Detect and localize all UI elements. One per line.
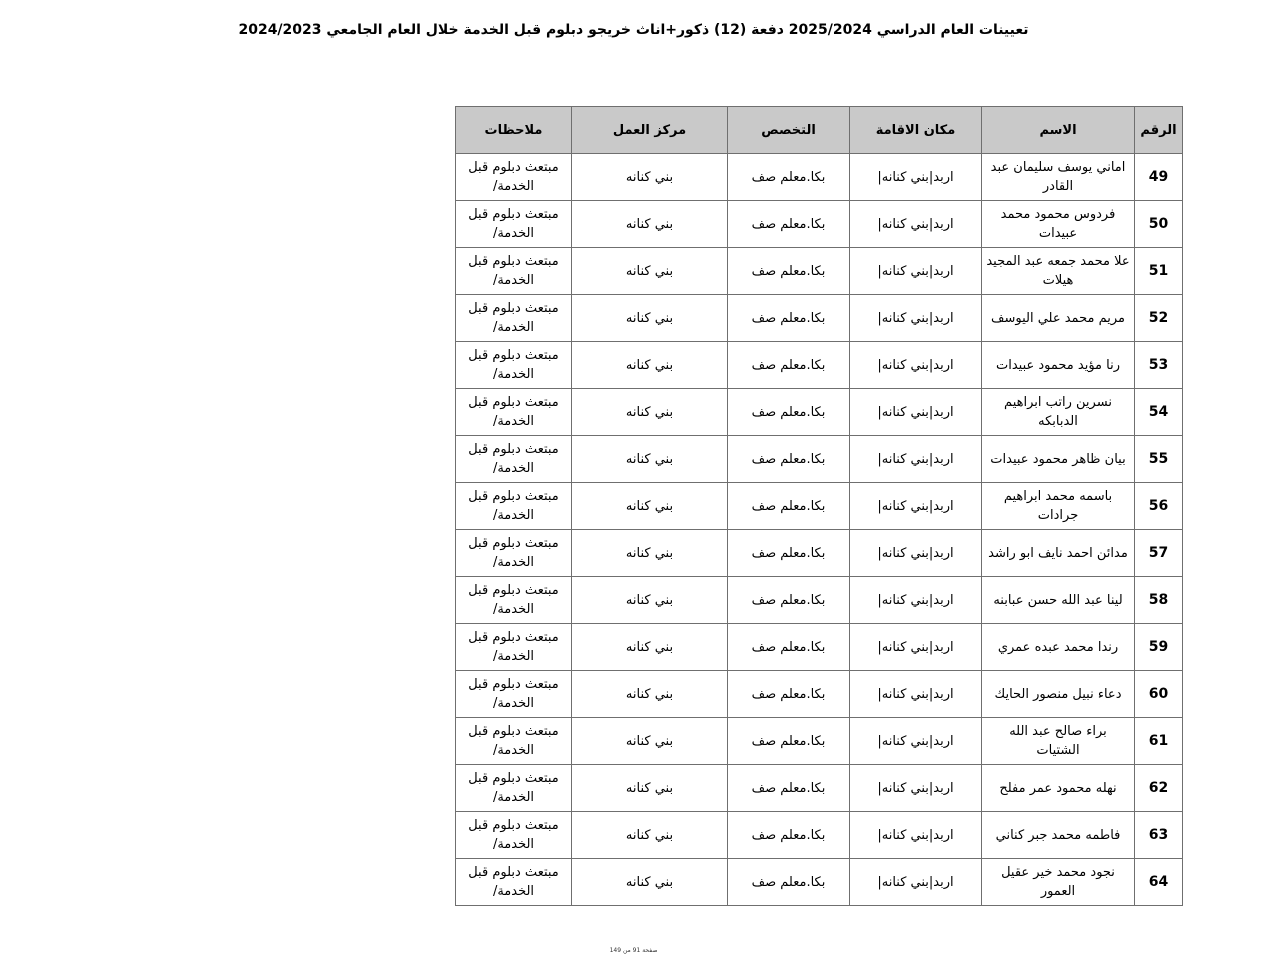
- cell-number: 64: [1135, 859, 1183, 906]
- table-body: [456, 154, 1183, 906]
- header-specialization: التخصص: [728, 107, 850, 154]
- cell-notes: مبتعث دبلوم قبل الخدمة/: [456, 201, 572, 248]
- cell-specialization: بكا.معلم صف: [728, 154, 850, 201]
- table-row: [456, 154, 1183, 201]
- document-title: تعيينات العام الدراسي 2025/2024 دفعة (12) ذكور+اناث خريجو دبلوم قبل الخدمة خلال العام الجامعي 2024/2023: [238, 22, 1029, 38]
- appointments-table-container: [455, 106, 1182, 906]
- cell-number: 58: [1135, 577, 1183, 624]
- cell-specialization: بكا.معلم صف: [728, 624, 850, 671]
- table-row: [456, 342, 1183, 389]
- cell-work-center: بني كنانه: [572, 765, 728, 812]
- cell-notes: مبتعث دبلوم قبل الخدمة/: [456, 671, 572, 718]
- cell-number: 60: [1135, 671, 1183, 718]
- table-row: [456, 624, 1183, 671]
- cell-specialization: بكا.معلم صف: [728, 295, 850, 342]
- cell-notes: مبتعث دبلوم قبل الخدمة/: [456, 483, 572, 530]
- cell-specialization: بكا.معلم صف: [728, 718, 850, 765]
- cell-work-center: بني كنانه: [572, 342, 728, 389]
- cell-name: نجود محمد خير عقيل العمور: [982, 859, 1135, 906]
- cell-notes: مبتعث دبلوم قبل الخدمة/: [456, 295, 572, 342]
- cell-work-center: بني كنانه: [572, 671, 728, 718]
- cell-work-center: بني كنانه: [572, 295, 728, 342]
- cell-name: اماني يوسف سليمان عبد القادر: [982, 154, 1135, 201]
- table-row: [456, 483, 1183, 530]
- cell-notes: مبتعث دبلوم قبل الخدمة/: [456, 248, 572, 295]
- cell-specialization: بكا.معلم صف: [728, 577, 850, 624]
- table-row: [456, 389, 1183, 436]
- cell-work-center: بني كنانه: [572, 154, 728, 201]
- table-row: [456, 671, 1183, 718]
- cell-work-center: بني كنانه: [572, 201, 728, 248]
- cell-work-center: بني كنانه: [572, 483, 728, 530]
- cell-name: فاطمه محمد جبر كناني: [982, 812, 1135, 859]
- cell-work-center: بني كنانه: [572, 812, 728, 859]
- table-row: [456, 718, 1183, 765]
- cell-name: مدائن احمد نايف ابو راشد: [982, 530, 1135, 577]
- table-header-row: [456, 107, 1183, 154]
- cell-number: 53: [1135, 342, 1183, 389]
- cell-residence: اربد|بني كنانه|: [850, 859, 982, 906]
- cell-residence: اربد|بني كنانه|: [850, 248, 982, 295]
- cell-name: براء صالح عبد الله الشتيات: [982, 718, 1135, 765]
- cell-name: دعاء نبيل منصور الحايك: [982, 671, 1135, 718]
- cell-notes: مبتعث دبلوم قبل الخدمة/: [456, 859, 572, 906]
- cell-specialization: بكا.معلم صف: [728, 201, 850, 248]
- cell-work-center: بني كنانه: [572, 530, 728, 577]
- cell-notes: مبتعث دبلوم قبل الخدمة/: [456, 577, 572, 624]
- table-row: [456, 812, 1183, 859]
- table-row: [456, 530, 1183, 577]
- cell-work-center: بني كنانه: [572, 718, 728, 765]
- appointments-table: [455, 106, 1183, 906]
- cell-name: نهله محمود عمر مفلح: [982, 765, 1135, 812]
- cell-notes: مبتعث دبلوم قبل الخدمة/: [456, 342, 572, 389]
- cell-work-center: بني كنانه: [572, 389, 728, 436]
- cell-number: 50: [1135, 201, 1183, 248]
- cell-residence: اربد|بني كنانه|: [850, 295, 982, 342]
- cell-notes: مبتعث دبلوم قبل الخدمة/: [456, 530, 572, 577]
- cell-residence: اربد|بني كنانه|: [850, 342, 982, 389]
- table-row: [456, 436, 1183, 483]
- cell-residence: اربد|بني كنانه|: [850, 765, 982, 812]
- cell-notes: مبتعث دبلوم قبل الخدمة/: [456, 718, 572, 765]
- header-notes: ملاحظات: [456, 107, 572, 154]
- cell-name: رنا مؤيد محمود عبيدات: [982, 342, 1135, 389]
- header-number: الرقم: [1135, 107, 1183, 154]
- cell-number: 56: [1135, 483, 1183, 530]
- cell-work-center: بني كنانه: [572, 577, 728, 624]
- cell-name: باسمه محمد ابراهيم جرادات: [982, 483, 1135, 530]
- cell-number: 61: [1135, 718, 1183, 765]
- cell-name: نسرين راتب ابراهيم الدبابكه: [982, 389, 1135, 436]
- cell-name: رندا محمد عبده عمري: [982, 624, 1135, 671]
- cell-specialization: بكا.معلم صف: [728, 248, 850, 295]
- table-row: [456, 859, 1183, 906]
- cell-residence: اربد|بني كنانه|: [850, 154, 982, 201]
- cell-work-center: بني كنانه: [572, 436, 728, 483]
- cell-residence: اربد|بني كنانه|: [850, 718, 982, 765]
- cell-name: بيان ظاهر محمود عبيدات: [982, 436, 1135, 483]
- cell-specialization: بكا.معلم صف: [728, 765, 850, 812]
- cell-notes: مبتعث دبلوم قبل الخدمة/: [456, 436, 572, 483]
- header-residence: مكان الاقامة: [850, 107, 982, 154]
- table-row: [456, 201, 1183, 248]
- cell-residence: اربد|بني كنانه|: [850, 530, 982, 577]
- table-row: [456, 577, 1183, 624]
- cell-specialization: بكا.معلم صف: [728, 671, 850, 718]
- header-name: الاسم: [982, 107, 1135, 154]
- cell-residence: اربد|بني كنانه|: [850, 201, 982, 248]
- cell-number: 54: [1135, 389, 1183, 436]
- cell-notes: مبتعث دبلوم قبل الخدمة/: [456, 154, 572, 201]
- cell-number: 51: [1135, 248, 1183, 295]
- cell-specialization: بكا.معلم صف: [728, 859, 850, 906]
- cell-number: 52: [1135, 295, 1183, 342]
- cell-specialization: بكا.معلم صف: [728, 342, 850, 389]
- cell-work-center: بني كنانه: [572, 624, 728, 671]
- table-row: [456, 295, 1183, 342]
- cell-notes: مبتعث دبلوم قبل الخدمة/: [456, 624, 572, 671]
- cell-specialization: بكا.معلم صف: [728, 483, 850, 530]
- cell-specialization: بكا.معلم صف: [728, 436, 850, 483]
- cell-number: 49: [1135, 154, 1183, 201]
- cell-notes: مبتعث دبلوم قبل الخدمة/: [456, 812, 572, 859]
- cell-specialization: بكا.معلم صف: [728, 812, 850, 859]
- cell-name: مريم محمد علي اليوسف: [982, 295, 1135, 342]
- cell-residence: اربد|بني كنانه|: [850, 624, 982, 671]
- cell-notes: مبتعث دبلوم قبل الخدمة/: [456, 389, 572, 436]
- cell-number: 62: [1135, 765, 1183, 812]
- header-work-center: مركز العمل: [572, 107, 728, 154]
- cell-number: 59: [1135, 624, 1183, 671]
- cell-name: فردوس محمود محمد عبيدات: [982, 201, 1135, 248]
- cell-name: لينا عبد الله حسن عبابنه: [982, 577, 1135, 624]
- table-row: [456, 765, 1183, 812]
- cell-residence: اربد|بني كنانه|: [850, 577, 982, 624]
- cell-name: علا محمد جمعه عبد المجيد هيلات: [982, 248, 1135, 295]
- cell-specialization: بكا.معلم صف: [728, 530, 850, 577]
- cell-number: 63: [1135, 812, 1183, 859]
- page-number-footer: صفحة 91 من 149: [609, 947, 658, 954]
- cell-notes: مبتعث دبلوم قبل الخدمة/: [456, 765, 572, 812]
- cell-work-center: بني كنانه: [572, 859, 728, 906]
- cell-residence: اربد|بني كنانه|: [850, 483, 982, 530]
- cell-specialization: بكا.معلم صف: [728, 389, 850, 436]
- cell-residence: اربد|بني كنانه|: [850, 671, 982, 718]
- cell-number: 57: [1135, 530, 1183, 577]
- cell-number: 55: [1135, 436, 1183, 483]
- cell-residence: اربد|بني كنانه|: [850, 812, 982, 859]
- cell-residence: اربد|بني كنانه|: [850, 436, 982, 483]
- table-row: [456, 248, 1183, 295]
- cell-work-center: بني كنانه: [572, 248, 728, 295]
- cell-residence: اربد|بني كنانه|: [850, 389, 982, 436]
